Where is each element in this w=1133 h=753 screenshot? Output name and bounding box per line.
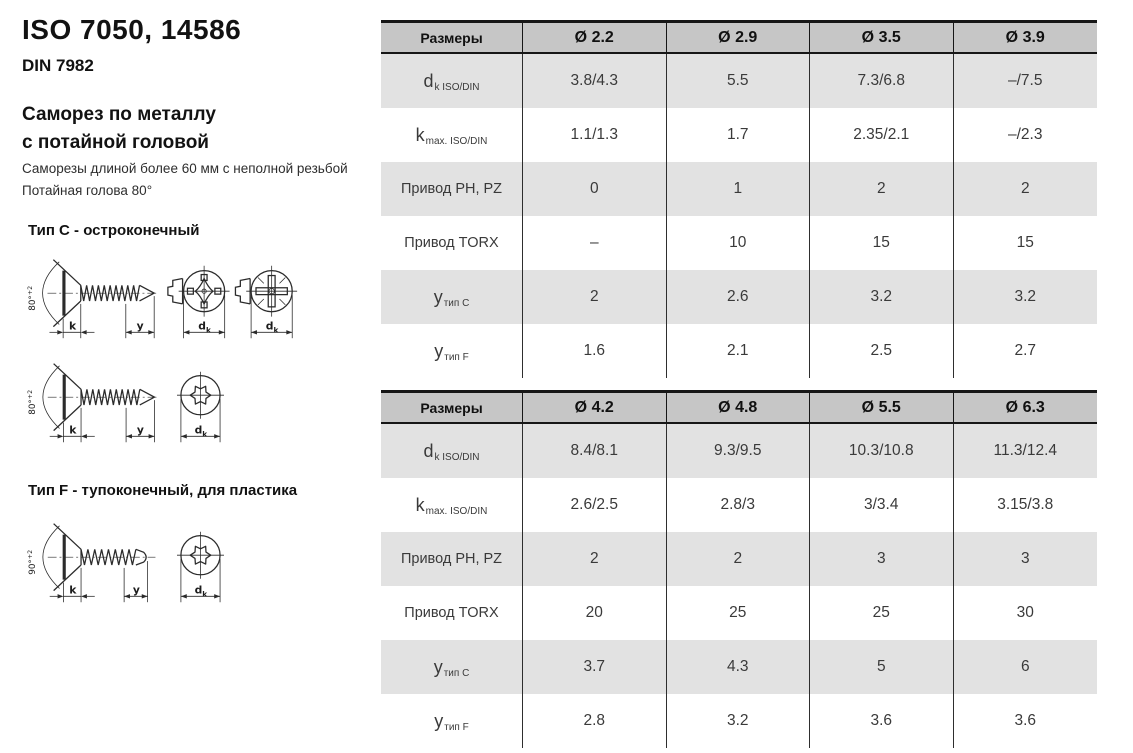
table-row xyxy=(381,424,1097,478)
spec-value: 3.2 xyxy=(667,694,811,748)
spec-value: 2 xyxy=(667,532,811,586)
spec-value: 7.3/6.8 xyxy=(810,54,954,108)
spec-table-2 xyxy=(381,390,1097,748)
table-row xyxy=(381,54,1097,108)
row-label: d k ISO/DIN xyxy=(381,54,523,108)
spec-value: 3 xyxy=(810,532,954,586)
spec-value: 2 xyxy=(810,162,954,216)
row-label: Привод PH, PZ xyxy=(381,532,523,586)
dim-dk-label: dk xyxy=(198,319,211,335)
spec-value: 3.8/4.3 xyxy=(523,54,667,108)
dim-k-label: k xyxy=(69,583,77,597)
spec-value: 1.6 xyxy=(523,324,667,378)
spec-value: 2.1 xyxy=(667,324,811,378)
spec-value: 3/3.4 xyxy=(810,478,954,532)
row-label: y тип C xyxy=(381,640,523,694)
table-row xyxy=(381,270,1097,324)
table-header-cell: Ø 6.3 xyxy=(1005,398,1045,416)
spec-value: 6 xyxy=(1020,658,1030,675)
type-f-torx-drawing xyxy=(22,518,238,611)
dim-k-label: k xyxy=(69,423,77,437)
table-row xyxy=(381,586,1097,640)
dim-dk-label: dk xyxy=(194,583,208,599)
spec-value: 2.6/2.5 xyxy=(523,478,667,532)
type-c-ph-pz-drawing xyxy=(22,254,304,347)
page-subtitle-din: DIN 7982 xyxy=(22,56,94,75)
spec-value: 5.5 xyxy=(667,54,811,108)
table-header-cell: Ø 2.2 xyxy=(523,23,667,52)
spec-value: 15 xyxy=(810,216,954,270)
spec-value: 3.6 xyxy=(810,694,954,748)
row-label: Привод TORX xyxy=(381,216,523,270)
table-row xyxy=(381,478,1097,532)
product-name xyxy=(22,101,216,157)
spec-value: 3 xyxy=(1020,550,1030,567)
row-label: d k ISO/DIN xyxy=(381,424,523,478)
spec-value: 20 xyxy=(523,586,667,640)
spec-value: 2.35/2.1 xyxy=(810,108,954,162)
angle-label-80: 80°$^{+2}$ xyxy=(26,285,38,311)
spec-value: 11.3/12.4 xyxy=(993,442,1057,459)
table-row xyxy=(381,324,1097,378)
type-c-torx-drawing xyxy=(22,358,238,451)
spec-value: 10 xyxy=(667,216,811,270)
spec-value: 0 xyxy=(523,162,667,216)
page-title: ISO 7050, 14586 xyxy=(22,14,242,45)
table-row xyxy=(381,216,1097,270)
spec-value: 25 xyxy=(810,586,954,640)
table-row xyxy=(381,108,1097,162)
spec-value: 15 xyxy=(1016,234,1034,251)
row-label: y тип F xyxy=(381,694,523,748)
spec-value: 2 xyxy=(523,270,667,324)
spec-value: –/2.3 xyxy=(1008,126,1043,143)
product-name-line1: Саморез по металлу xyxy=(22,104,216,125)
spec-table-1 xyxy=(381,20,1097,378)
table-header-cell: Ø 3.5 xyxy=(810,23,954,52)
dim-y-label: y xyxy=(132,583,140,597)
angle-label-90: 90°$^{+2}$ xyxy=(27,549,39,575)
dim-y-label: y xyxy=(136,423,144,437)
table-header-cell: Ø 4.2 xyxy=(523,393,667,422)
product-name-line2: с потайной головой xyxy=(22,132,209,153)
spec-value: 2 xyxy=(523,532,667,586)
table-header-cell: Размеры xyxy=(381,23,523,52)
spec-value: 2.7 xyxy=(1014,342,1037,359)
table-row xyxy=(381,640,1097,694)
row-label: Привод TORX xyxy=(381,586,523,640)
table-header-cell: Ø 2.9 xyxy=(667,23,811,52)
spec-value: 5 xyxy=(810,640,954,694)
spec-value: 3.2 xyxy=(810,270,954,324)
spec-value: 9.3/9.5 xyxy=(667,424,811,478)
spec-value: 3.2 xyxy=(1014,288,1037,305)
spec-value: 2.8 xyxy=(523,694,667,748)
dim-y-label: y xyxy=(136,319,144,333)
spec-value: – xyxy=(523,216,667,270)
row-label: k max. ISO/DIN xyxy=(381,108,523,162)
dim-k-label: k xyxy=(69,319,77,333)
table-header-cell: Ø 3.9 xyxy=(1005,28,1045,46)
spec-value: 30 xyxy=(1016,604,1034,621)
table-header-cell: Ø 5.5 xyxy=(810,393,954,422)
spec-value: 2.6 xyxy=(667,270,811,324)
spec-value: 2.8/3 xyxy=(667,478,811,532)
type-f-heading: Тип F - тупоконечный, для пластика xyxy=(28,482,298,499)
type-c-heading: Тип C - остроконечный xyxy=(28,222,200,239)
description-line2: Потайная голова 80° xyxy=(22,183,153,198)
spec-value: 2 xyxy=(1020,180,1030,197)
dim-dk-label: dk xyxy=(265,319,279,335)
spec-value: 3.6 xyxy=(1014,712,1037,729)
spec-value: –/7.5 xyxy=(1008,72,1043,89)
row-label: y тип F xyxy=(381,324,523,378)
row-label: Привод PH, PZ xyxy=(381,162,523,216)
spec-value: 1.7 xyxy=(667,108,811,162)
table-header-row xyxy=(381,390,1097,424)
row-label: y тип C xyxy=(381,270,523,324)
spec-value: 3.15/3.8 xyxy=(997,496,1054,513)
table-header-cell: Размеры xyxy=(381,393,523,422)
table-row xyxy=(381,532,1097,586)
spec-value: 2.5 xyxy=(810,324,954,378)
spec-value: 1 xyxy=(667,162,811,216)
spec-value: 1.1/1.3 xyxy=(523,108,667,162)
table-header-row xyxy=(381,20,1097,54)
product-description xyxy=(22,158,348,202)
spec-value: 8.4/8.1 xyxy=(523,424,667,478)
spec-value: 4.3 xyxy=(667,640,811,694)
row-label: k max. ISO/DIN xyxy=(381,478,523,532)
spec-value: 10.3/10.8 xyxy=(810,424,954,478)
description-line1: Саморезы длиной более 60 мм с неполной резьбой xyxy=(22,161,348,176)
dim-dk-label: dk xyxy=(194,423,208,439)
angle-label-80: 80°$^{+2}$ xyxy=(27,389,39,415)
spec-value: 25 xyxy=(667,586,811,640)
table-row xyxy=(381,694,1097,748)
spec-value: 3.7 xyxy=(523,640,667,694)
table-header-cell: Ø 4.8 xyxy=(667,393,811,422)
table-row xyxy=(381,162,1097,216)
